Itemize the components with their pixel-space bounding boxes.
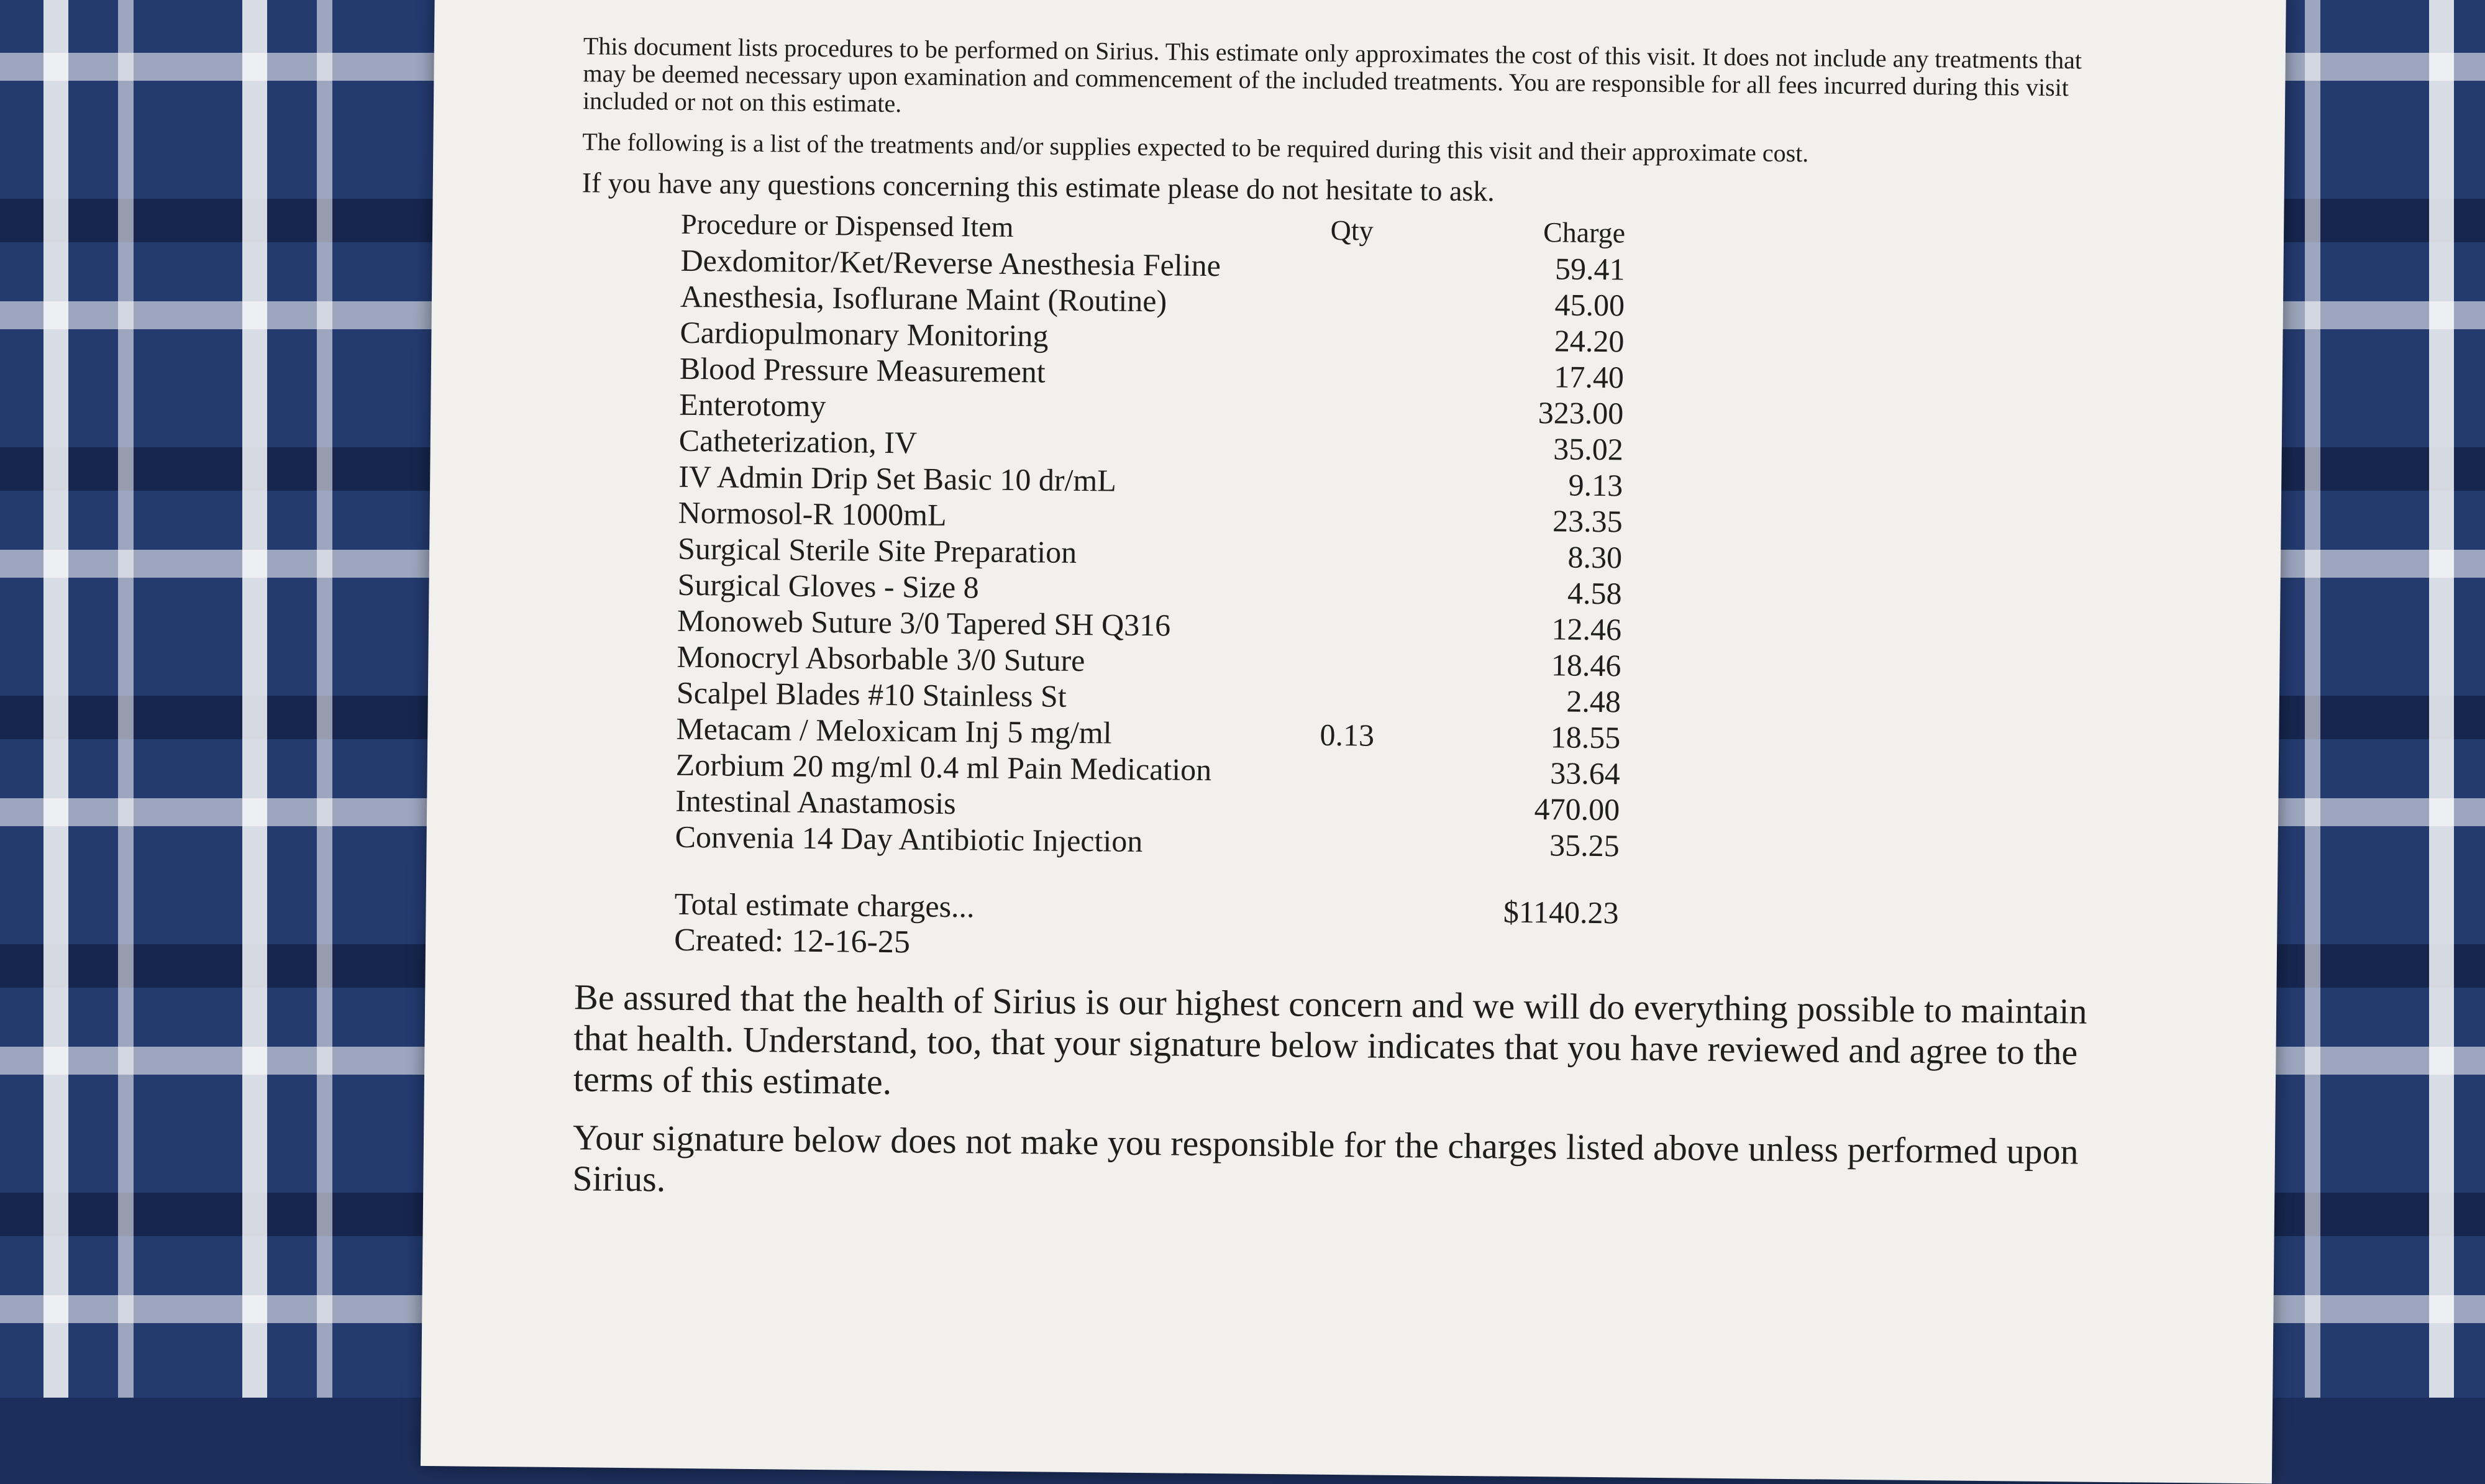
created-date: Created: 12-16-25	[673, 922, 911, 960]
item-name: Surgical Sterile Site Preparation	[677, 530, 1077, 570]
item-charge: 12.46	[1551, 611, 1622, 647]
item-name: Scalpel Blades #10 Stainless St	[676, 675, 1067, 714]
item-charge: 35.25	[1549, 827, 1620, 863]
document-body	[572, 32, 2087, 1231]
list-intro-paragraph: The following is a list of the treatments and/or supplies expected to be required during this visit and their approximate cost.	[582, 127, 1809, 168]
header-item: Procedure or Dispensed Item	[680, 207, 1014, 243]
estimate-document	[421, 0, 2286, 1483]
item-name: Cardiopulmonary Monitoring	[680, 314, 1049, 353]
item-qty	[1302, 248, 1402, 285]
item-name: Metacam / Meloxicam Inj 5 mg/ml	[676, 711, 1112, 750]
header-qty: Qty	[1330, 214, 1374, 247]
item-name: Surgical Gloves - Size 8	[677, 567, 979, 605]
item-name: Blood Pressure Measurement	[679, 350, 1046, 389]
item-charge: 8.30	[1567, 539, 1623, 575]
item-name: Anesthesia, Isoflurane Maint (Routine)	[680, 278, 1167, 319]
item-qty	[1298, 680, 1398, 717]
item-charge: 35.02	[1553, 431, 1624, 467]
item-qty	[1300, 392, 1400, 429]
header-charge: Charge	[1543, 216, 1626, 249]
item-qty: 0.13	[1320, 717, 1375, 753]
total-label: Total estimate charges...	[674, 886, 975, 924]
closing-text	[572, 976, 2127, 1214]
item-name: Catheterization, IV	[678, 422, 918, 460]
item-qty	[1300, 464, 1400, 501]
item-qty	[1298, 572, 1398, 609]
item-name: Enterotomy	[679, 386, 826, 424]
estimate-table	[674, 206, 1650, 931]
item-qty	[1298, 608, 1398, 645]
item-name: IV Admin Drip Set Basic 10 dr/mL	[678, 458, 1117, 498]
total-qty-spacer	[1295, 891, 1395, 929]
item-qty	[1301, 320, 1401, 357]
item-charge: 470.00	[1534, 791, 1620, 827]
questions-line: If you have any questions concerning this estimate please do not hesitate to ask.	[581, 166, 1495, 207]
item-charge: 323.00	[1538, 395, 1624, 431]
item-qty	[1301, 356, 1401, 393]
item-qty	[1302, 284, 1402, 321]
item-charge: 2.48	[1566, 683, 1621, 719]
item-charge: 23.35	[1552, 503, 1623, 539]
item-charge: 24.20	[1554, 323, 1625, 359]
item-charge: 33.64	[1549, 755, 1621, 791]
item-charge: 59.41	[1554, 251, 1625, 287]
item-charge: 45.00	[1554, 287, 1625, 323]
intro-paragraph: This document lists procedures to be performed on Sirius. This estimate only approximates the cost of this visit. It does not include any treatments that may be deemed necessary upon examination and commencement of the included treatments. You are responsible for all fees incurred during this visit included or not on this estimate.	[582, 32, 2082, 118]
total-value: $1140.23	[1503, 894, 1619, 931]
signature-paragraph: Your signature below does not make you responsible for the charges listed above unless performed upon Sirius.	[572, 1117, 2079, 1199]
item-name: Monocryl Absorbable 3/0 Suture	[677, 639, 1085, 678]
item-qty	[1300, 428, 1400, 465]
assurance-paragraph: Be assured that the health of Sirius is our highest concern and we will do everything possible to maintain that health. Understand, too, that your signature below indicates that you have reviewed and agree to the terms of this estimate.	[573, 976, 2087, 1103]
item-charge: 18.55	[1550, 719, 1621, 755]
item-name: Zorbium 20 mg/ml 0.4 ml Pain Medication	[675, 747, 1212, 788]
item-qty	[1299, 500, 1399, 537]
item-qty	[1298, 644, 1398, 681]
item-charge: 4.58	[1567, 575, 1622, 611]
item-qty	[1297, 788, 1397, 826]
item-name: Dexdomitor/Ket/Reverse Anesthesia Feline	[680, 242, 1221, 283]
item-charge: 18.46	[1551, 647, 1621, 683]
item-charge: 17.40	[1554, 359, 1625, 395]
item-qty	[1297, 752, 1397, 790]
item-name: Normosol-R 1000mL	[678, 494, 947, 532]
item-name: Monoweb Suture 3/0 Tapered SH Q316	[677, 603, 1171, 643]
item-qty	[1296, 824, 1396, 862]
item-qty	[1299, 536, 1399, 573]
item-name: Intestinal Anastamosis	[675, 783, 956, 821]
item-name: Convenia 14 Day Antibiotic Injection	[675, 819, 1143, 858]
item-charge: 9.13	[1568, 467, 1623, 503]
